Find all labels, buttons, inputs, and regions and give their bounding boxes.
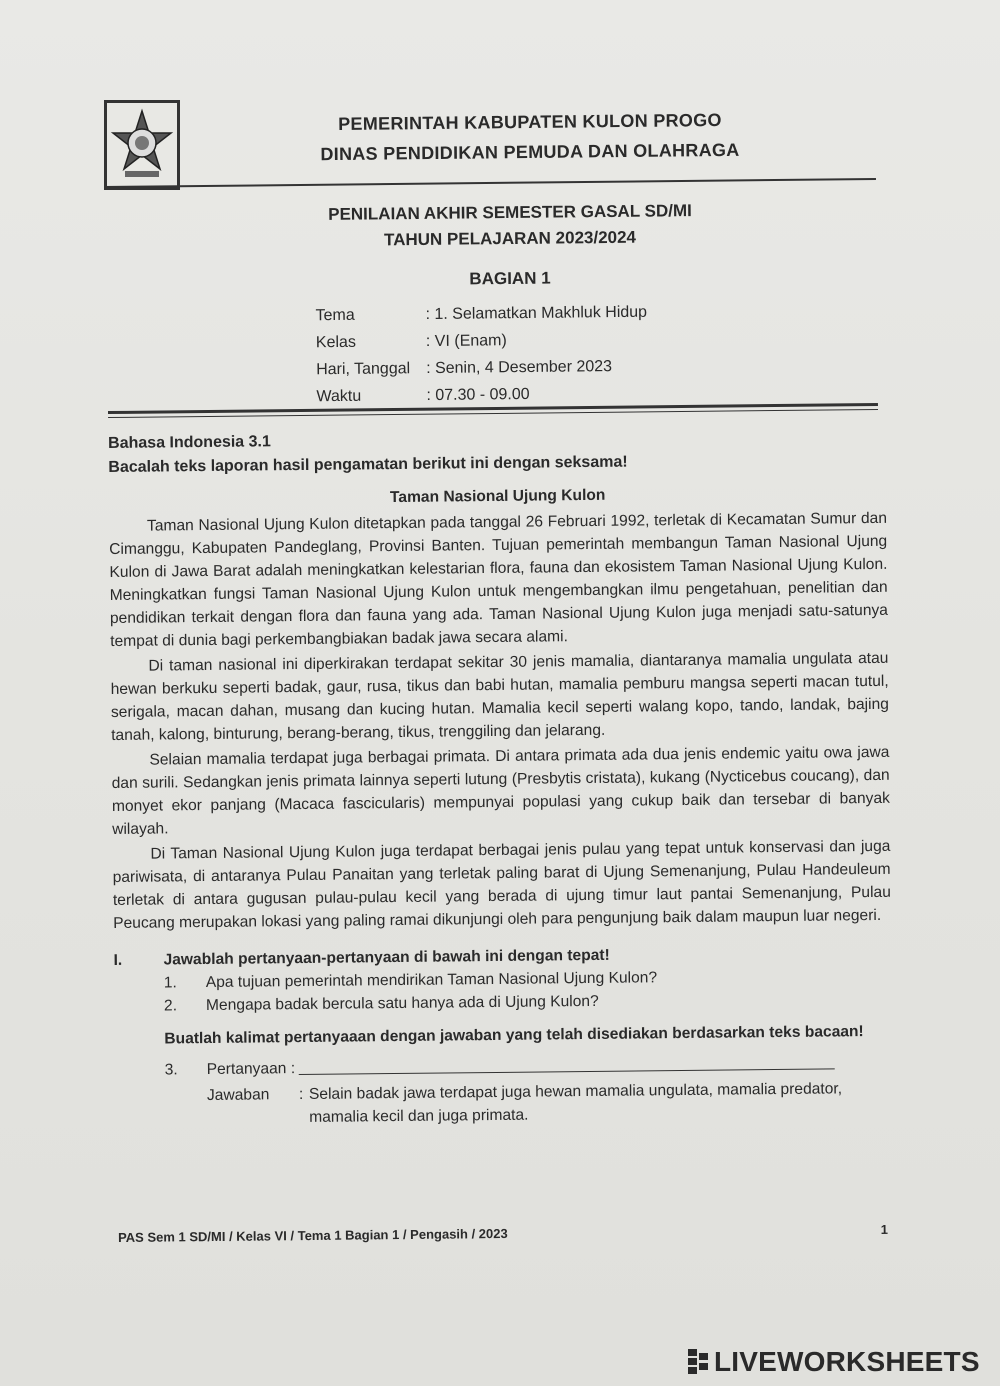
section-number: I. (113, 951, 123, 969)
info-label: Tema (315, 306, 355, 324)
info-value: : VI (Enam) (425, 331, 507, 350)
emblem-graphic (107, 103, 177, 187)
reading-title: Taman Nasional Ujung Kulon (389, 486, 606, 507)
answer-colon: : (298, 1085, 304, 1104)
info-value: : 07.30 - 09.00 (426, 385, 530, 404)
exam-title: PENILAIAN AKHIR SEMESTER GASAL SD/MI (328, 201, 692, 224)
question-item-3 (165, 1051, 893, 1082)
reading-paragraph: Di Taman Nasional Ujung Kulon juga terdapat berbagai jenis pulau yang tepat untuk konservasi dan juga pariwisata, di antaranya Pulau Panaitan yang terletak paling barat di Ujung Semenanjung, Pulau Handeuleum terletak di antara gugusan pulau-pulau kecil yang berada di ujung timur laut pantai Semenanjung, Pulau Peucang merupakan lokasi yang paling ramai dikunjungi oleh para pengunjung baik dalam maupun luar negeri. (112, 837, 891, 932)
exam-content (108, 424, 893, 1131)
reading-paragraph: Taman Nasional Ujung Kulon ditetapkan pada tanggal 26 Februari 1992, terletak di Kecamatan Sumur dan Cimanggu, Kabupaten Pandeglang, Provinsi Banten. Tujuan pemerintah membangun Taman Nasional Ujung Kulon di Jawa Barat adalah meningkatkan kelestarian flora, fauna dan ekosistem Taman Nasional Ujung Kulon. Meningkatkan fungsi Taman Nasional Ujung Kulon untuk mengembangkan ilmu pengetahuan, penelitian dan pendidikan terkait dengan flora dan fauna yang ada. Taman Nasional Ujung Kulon juga menjadi satu-satunya tempat di dunia bagi perkembangbiakan badak jawa secara alami. (109, 509, 888, 650)
question-text: Mengapa badak bercula satu hanya ada di Ujung Kulon? (205, 992, 599, 1015)
section-instruction: Jawablah pertanyaan-pertanyaan di bawah ini dengan tepat! (163, 946, 610, 969)
government-name: PEMERINTAH KABUPATEN KULON PROGO (338, 109, 722, 135)
brand-name: LIVEWORKSHEETS (714, 1346, 980, 1377)
info-label: Hari, Tanggal (316, 359, 411, 378)
question-number: 1. (163, 974, 177, 992)
question-number: 2. (163, 997, 178, 1015)
answer-row (207, 1077, 893, 1130)
page-number: 1 (880, 1221, 889, 1238)
section-title: BAGIAN 1 (469, 268, 551, 289)
reading-instruction: Bacalah teks laporan hasil pengamatan berikut ini dengan seksama! (108, 453, 628, 476)
kulon-progo-emblem-icon (104, 100, 180, 190)
info-label: Kelas (315, 333, 356, 351)
reading-paragraph: Di taman nasional ini diperkirakan terdapat sekitar 30 jenis mamalia, diantaranya mamalia ungulata atau hewan berkuku seperti badak, gaur, rusa, tikus dan babi hutan, mamalia pemburu mangsa seperti macan tutul, serigala, macan dahan, musang dan kucing hutan. Mamalia kecil seperti walang kopo, tando, landak, bajing tanah, kalong, binturung, berang-berang, tikus, trenggiling dan jelarang. (110, 649, 889, 744)
footer-text: PAS Sem 1 SD/MI / Kelas VI / Tema 1 Bagian 1 / Pengasih / 2023 (117, 1225, 508, 1246)
question-number: 3. (164, 1061, 178, 1079)
question-answer-field[interactable] (299, 1051, 835, 1075)
question-text: Apa tujuan pemerintah mendirikan Taman Nasional Ujung Kulon? (205, 969, 658, 992)
subject-heading: Bahasa Indonesia 3.1 (108, 433, 271, 452)
reading-paragraph: Selaian mamalia terdapat juga berbagai primata. Di antara primata ada dua jenis endemic yaitu owa jawa dan surili. Sedangkan jenis primata lainnya seperti lutung (Presbytis cristata), kukang (Nycticebus coucang), dan monyet ekor panjang (Macaca fascicularis) mempunyai populasi yang cukup baik dan tersebar di banyak wilayah. (111, 743, 890, 838)
question-sub-instruction: Buatlah kalimat pertanyaaan dengan jawaban yang telah disediakan berdasarkan teks bacaan! (164, 1023, 864, 1048)
info-label: Waktu (316, 387, 362, 405)
liveworksheets-mark-icon (688, 1349, 710, 1375)
liveworksheets-logo (688, 1345, 980, 1379)
info-value: : Senin, 4 Desember 2023 (426, 357, 613, 377)
question-label: Pertanyaan : (206, 1060, 296, 1079)
header-divider (104, 178, 876, 188)
info-value: : 1. Selamatkan Makhluk Hidup (425, 303, 648, 323)
exam-info-table (315, 298, 736, 410)
page-footer (118, 1222, 888, 1245)
answer-text: Selain badak jawa terdapat juga hewan mamalia ungulata, mamalia predator, mamalia kecil dan juga primata. (308, 1080, 843, 1126)
department-name: DINAS PENDIDIKAN PEMUDA DAN OLAHRAGA (320, 139, 740, 165)
academic-year: TAHUN PELAJARAN 2023/2024 (383, 227, 637, 250)
answer-label: Jawaban (206, 1086, 270, 1104)
